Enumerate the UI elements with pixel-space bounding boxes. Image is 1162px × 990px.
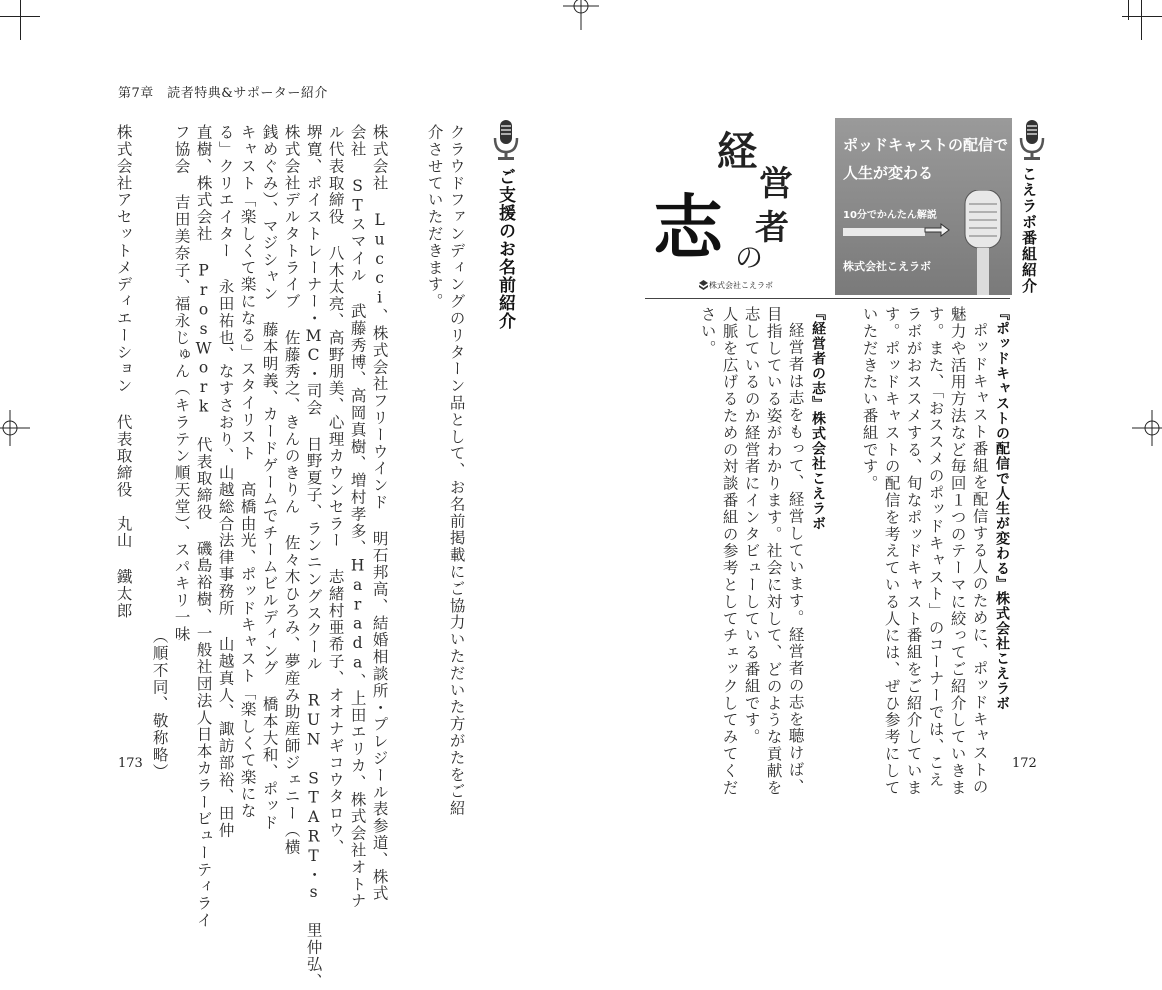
program-description-line: 経営者は志をもって、経営しています。経営者の志を聴けば、 xyxy=(786,322,805,796)
cover-title-char: 営 xyxy=(759,164,793,204)
program-description-line: 志しているのか経営者にインタビューしている番組です。 xyxy=(742,306,761,746)
supporter-names-line: ル代表取締役 八木太亮、高野朋美、心理カウンセラー 志緒村亜希子、オオナギコウタロウ、 xyxy=(326,124,345,856)
supporter-names-line: 株式会社 Lucci、株式会社フリーウインド 明石邦高、結婚相談所・プレジール表参道、株式 xyxy=(370,124,389,902)
cover-subtitle: 10分でかんたん解説 xyxy=(843,210,937,221)
podcast-cover-image xyxy=(655,118,805,295)
cover-title-char: の xyxy=(735,241,764,274)
supporter-names-line: フ協会 吉田美奈子、福永じゅん（キラテン順天堂）、スパキリ一味 xyxy=(172,124,191,643)
program-description-line: さい。 xyxy=(698,306,717,357)
cover-title-char: 志 xyxy=(653,186,723,269)
program-description-line: いただきたい番組です。 xyxy=(860,306,879,492)
program-description-line: 人脈を広げるための対談番組の参考としてチェックしてみてくだ xyxy=(720,306,739,797)
intro-line: クラウドファンディングのリターン品として、お名前掲載にご協力いただいた方がたをご紹 xyxy=(447,124,466,817)
logo-icon xyxy=(699,280,708,290)
program-description-line: す。ポッドキャストの配信を考えている人には、ぜひ参考にして xyxy=(882,306,901,797)
microphone-icon xyxy=(492,118,520,162)
cover-publisher: 株式会社こえラボ xyxy=(843,260,931,273)
order-note: （順不同、敬称略） xyxy=(150,628,169,781)
intro-line: 介させていただきます。 xyxy=(425,124,444,310)
page-number-left: 173 xyxy=(118,756,143,771)
page-number-right: 172 xyxy=(1012,756,1037,771)
supporter-names-line: 銭めぐみ）、マジシャン 藤本明義、カードゲームでチームビルディング 橋本大和、ポッド xyxy=(260,124,279,832)
supporter-names-line: キャスト「楽しくて楽になる」スタイリスト 高橋由光、ポッドキャスト「楽しくて楽にな xyxy=(238,124,257,820)
supporter-names-line: る」クリエイター 永田祐也、なすさおり、山越総合法律事務所 山越真人、諏訪部裕、田仲 xyxy=(216,124,235,839)
section-heading-programs: こえラボ番組紹介 xyxy=(1020,166,1038,294)
registration-mark-left xyxy=(0,410,30,446)
program-description-line: す。また、「おススメのポッドキャスト」のコーナーでは、こえ xyxy=(926,306,945,789)
supporter-names-line: 会社 STスマイル 武藤秀博、高岡真樹、増村孝多、Harada、上田エリカ、株式会社オトナ xyxy=(348,124,367,910)
cover-title-char: 経 xyxy=(717,128,757,175)
divider-rule xyxy=(645,298,1010,299)
microphone-illustration-icon xyxy=(959,190,1007,295)
supporter-names-line: 堺寛、ポイストレーナー・MC・司会 日野夏子、ランニングスクール RUN START・s 里仲弘、 xyxy=(304,124,323,990)
program-title: 『ポッドキャストの配信で人生が変わる』株式会社こえラボ xyxy=(994,306,1010,711)
cover-title-line: 人生が変わる xyxy=(843,164,934,182)
program-description-line: ポッドキャスト番組を配信する人のために、ポッドキャストの xyxy=(970,322,989,796)
registration-mark-top xyxy=(563,0,599,30)
cover-title-char: 者 xyxy=(755,208,789,248)
supporter-names-line: 株式会社デルタトライブ 佐藤秀之、きんのきりん 佐々木ひろみ、夢産み助産師ジェニー（横 xyxy=(282,124,301,856)
cover-bar xyxy=(843,228,925,236)
program-description-line: ラボがおススメする、旬なポッドキャスト番組をご紹介していま xyxy=(904,306,923,797)
cover-publisher: 株式会社こえラボ xyxy=(709,281,773,290)
running-head: 第7章 読者特典&サポーター紹介 xyxy=(118,86,328,101)
supporter-names-line: 株式会社アセットメディエーション 代表取締役 丸山 鐵太郎 xyxy=(114,124,133,620)
podcast-cover-image xyxy=(835,118,1012,295)
program-title: 『経営者の志』株式会社こえラボ xyxy=(810,306,826,531)
program-description-line: 目指している姿がわかります。社会に対して、どのような貢献を xyxy=(764,306,783,797)
microphone-icon xyxy=(1018,118,1046,162)
registration-mark-right xyxy=(1132,410,1162,446)
program-description-line: 魅力や活用方法など毎回１つのテーマに絞ってご紹介していきま xyxy=(948,306,967,797)
supporter-names-line: 直樹、株式会社 ProsWork 代表取締役 磯島裕樹、一般社団法人日本カラービューティライ xyxy=(194,124,213,929)
cover-title-line: ポッドキャストの配信で xyxy=(843,136,1009,154)
pointing-hand-icon xyxy=(923,220,953,242)
section-heading-supporters: ご支援のお名前紹介 xyxy=(495,168,515,330)
